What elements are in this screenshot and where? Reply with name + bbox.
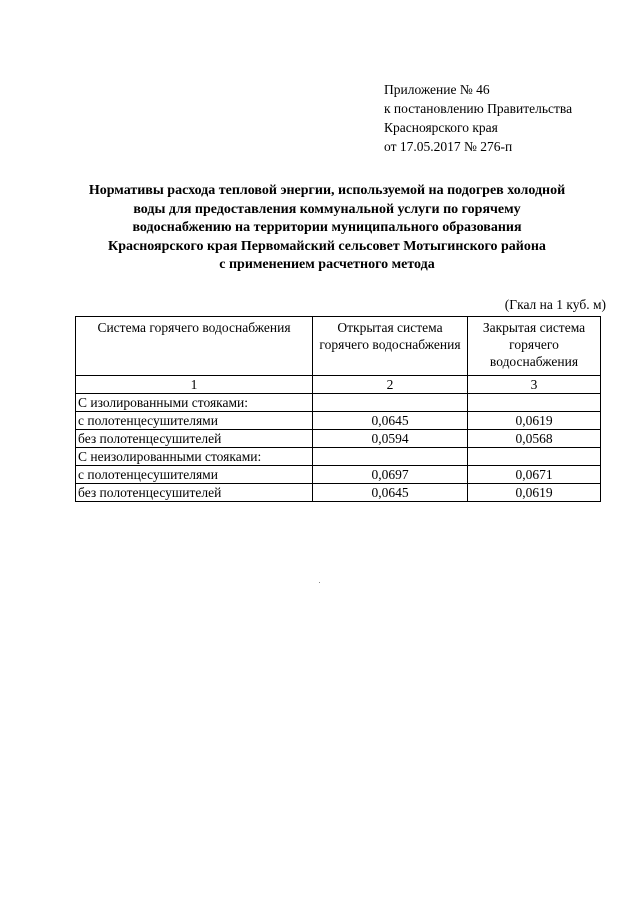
- title-line-4: Красноярского края Первомайский сельсовет Мотыгинского района: [108, 238, 546, 254]
- row-label: без полотенцесушителей: [76, 484, 313, 502]
- column-number-row: [76, 376, 601, 394]
- row-label: с полотенцесушителями: [76, 412, 313, 430]
- document-title: [60, 182, 594, 275]
- header-closed-system: Закрытая система горячего водоснабжения: [468, 317, 601, 376]
- column-number-3: 3: [468, 376, 601, 394]
- table-row: [76, 484, 601, 502]
- closed-value: 0,0619: [468, 412, 601, 430]
- open-value: [313, 448, 468, 466]
- table-row: [76, 448, 601, 466]
- units-label: (Гкал на 1 куб. м): [504, 297, 606, 312]
- row-label: без полотенцесушителей: [76, 430, 313, 448]
- open-value: 0,0697: [313, 466, 468, 484]
- appendix-number: Приложение № 46: [384, 82, 490, 97]
- header-system: Система горячего водоснабжения: [76, 317, 313, 376]
- table-header-row: [76, 317, 601, 376]
- column-number-1: 1: [76, 376, 313, 394]
- appendix-region: Красноярского края: [384, 120, 498, 135]
- open-value: 0,0645: [313, 412, 468, 430]
- closed-value: [468, 448, 601, 466]
- table-row: [76, 466, 601, 484]
- closed-value: 0,0671: [468, 466, 601, 484]
- closed-value: [468, 394, 601, 412]
- closed-value: 0,0568: [468, 430, 601, 448]
- appendix-reference: [384, 80, 572, 156]
- closed-value: 0,0619: [468, 484, 601, 502]
- header-open-system: Открытая система горячего водоснабжения: [313, 317, 468, 376]
- row-label: С неизолированными стояками:: [76, 448, 313, 466]
- title-line-3: водоснабжению на территории муниципального образования: [132, 220, 522, 235]
- open-value: [313, 394, 468, 412]
- appendix-resolution: к постановлению Правительства: [384, 101, 573, 116]
- open-value: 0,0594: [313, 430, 468, 448]
- scan-speck: [319, 582, 320, 583]
- title-line-5: с применением расчетного метода: [219, 257, 435, 272]
- table-row: [76, 412, 601, 430]
- norms-table: [75, 316, 601, 502]
- title-line-1: Нормативы расхода тепловой энергии, используемой на подогрев холодной: [88, 183, 566, 198]
- column-number-2: 2: [313, 376, 468, 394]
- table-row: [76, 430, 601, 448]
- open-value: 0,0645: [313, 484, 468, 502]
- appendix-date: от 17.05.2017 № 276-п: [384, 139, 513, 154]
- row-label: С изолированными стояками:: [76, 394, 313, 412]
- table-row: [76, 394, 601, 412]
- title-line-2: воды для предоставления коммунальной услуги по горячему: [133, 201, 521, 217]
- row-label: с полотенцесушителями: [76, 466, 313, 484]
